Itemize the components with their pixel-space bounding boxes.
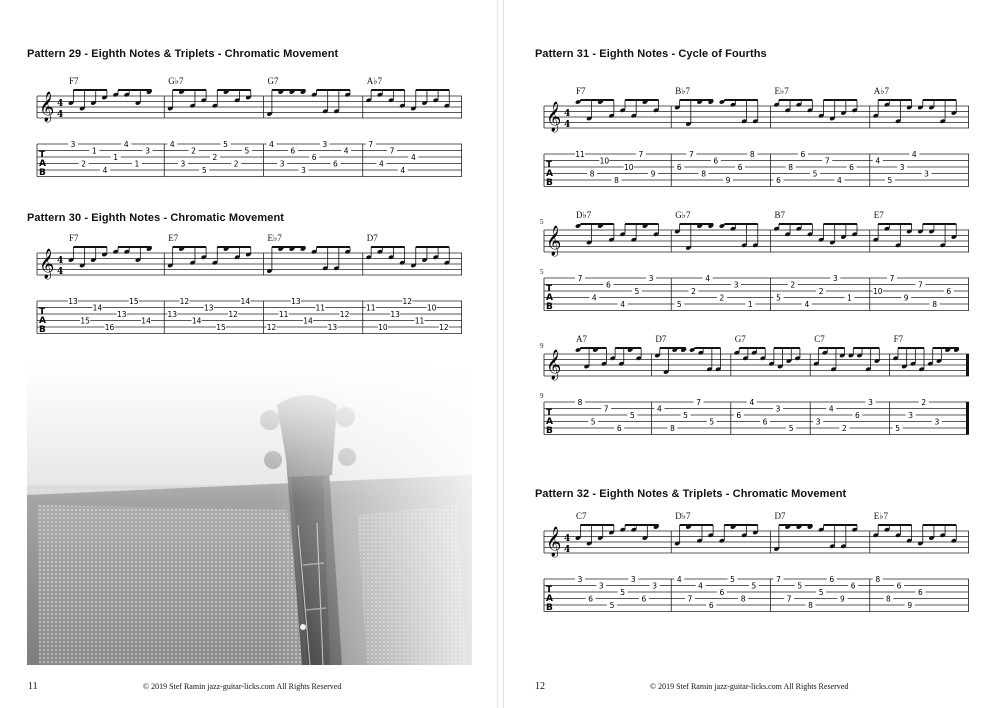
tab-fret-number: 3 xyxy=(648,274,654,283)
tab-fret-number: 2 xyxy=(212,153,218,162)
tab-fret-number: 5 xyxy=(895,424,900,433)
tab-fret-number: 3 xyxy=(180,159,186,169)
chord-symbol: G7 xyxy=(267,76,279,86)
tab-fret-number: 4 xyxy=(591,293,597,303)
chord-symbol: F7 xyxy=(69,76,79,86)
time-signature: 4 xyxy=(564,545,571,555)
tab-fret-number: 5 xyxy=(730,575,735,584)
treble-clef-icon: 𝄞 xyxy=(39,92,55,122)
tab-fret-number: 5 xyxy=(797,581,803,591)
treble-clef-icon: 𝄞 xyxy=(546,102,562,132)
tab-fret-number: 6 xyxy=(333,159,338,169)
tab-fret-number: 12 xyxy=(339,310,350,319)
tab-fret-number: 7 xyxy=(389,146,395,156)
tab-fret-number: 7 xyxy=(917,280,923,290)
tab-fret-number: 5 xyxy=(776,293,781,303)
time-signature: 4 xyxy=(57,99,64,109)
tab-fret-number: 3 xyxy=(733,280,739,290)
tab-fret-number: 9 xyxy=(907,601,913,610)
tab-fret-number: 2 xyxy=(790,280,796,290)
bar-number: 5 xyxy=(540,268,544,276)
notation-system xyxy=(544,513,969,628)
tab-fret-number: 1 xyxy=(113,153,119,162)
tab-fret-number: 4 xyxy=(911,150,917,159)
chord-symbol: G7 xyxy=(734,334,746,344)
tab-fret-number: 4 xyxy=(343,146,349,156)
tab-fret-number: 13 xyxy=(116,310,127,319)
tab-fret-number: 1 xyxy=(91,146,97,156)
chord-symbol: D7 xyxy=(655,334,667,344)
tab-fret-number: 5 xyxy=(676,300,682,309)
tab-fret-number: 8 xyxy=(670,424,675,433)
chord-symbol: C7 xyxy=(814,334,825,344)
tab-fret-number: 4 xyxy=(837,176,842,185)
chord-symbol: D7 xyxy=(774,511,786,521)
tab-fret-number: 11 xyxy=(278,310,289,319)
notation-system xyxy=(544,336,969,451)
tab-fret-number: 15 xyxy=(80,316,90,326)
tab-fret-number: 8 xyxy=(701,169,706,179)
tab-fret-number: 10 xyxy=(599,156,610,166)
tab-fret-number: 2 xyxy=(691,287,696,296)
tab-fret-number: 8 xyxy=(886,594,891,604)
tab-fret-number: 6 xyxy=(829,575,835,584)
chord-symbol: D♭7 xyxy=(675,511,691,521)
tab-fret-number: 16 xyxy=(104,323,115,332)
tab-fret-number: 3 xyxy=(832,274,838,283)
pattern-29-title: Pattern 29 - Eighth Notes & Triplets - Chromatic Movement xyxy=(27,48,339,60)
tab-fret-number: 12 xyxy=(402,297,413,306)
treble-clef-icon: 𝄞 xyxy=(546,527,562,557)
tab-clef-letter: B xyxy=(39,325,46,335)
tab-fret-number: 9 xyxy=(650,169,656,179)
tab-fret-number: 4 xyxy=(705,274,711,283)
tab-fret-number: 13 xyxy=(167,310,178,319)
page-number: 12 xyxy=(535,681,545,692)
tab-clef-letter: B xyxy=(546,302,553,312)
tab-fret-number: 14 xyxy=(141,316,151,326)
tab-fret-number: 1 xyxy=(747,300,753,309)
tab-fret-number: 12 xyxy=(179,297,190,306)
copyright-footer: © 2019 Stef Ramin jazz-guitar-licks.com All Rights Reserved xyxy=(143,682,342,691)
treble-clef-icon: 𝄞 xyxy=(39,249,55,279)
tab-fret-number: 13 xyxy=(68,297,78,306)
tab-fret-number: 8 xyxy=(740,594,746,604)
tab-fret-number: 4 xyxy=(676,575,682,584)
tab-fret-number: 6 xyxy=(676,163,682,172)
tab-fret-number: 6 xyxy=(917,588,923,597)
tab-fret-number: 6 xyxy=(736,411,742,420)
tab-fret-number: 5 xyxy=(634,287,640,296)
tab-fret-number: 5 xyxy=(201,166,207,175)
time-signature: 4 xyxy=(564,120,571,130)
tab-fret-number: 3 xyxy=(924,169,929,179)
tab-fret-number: 6 xyxy=(641,594,647,604)
tab-fret-number: 5 xyxy=(223,140,228,149)
chord-symbol: C7 xyxy=(576,511,587,521)
treble-clef-icon: 𝄞 xyxy=(546,226,562,256)
tab-clef-letter: T xyxy=(39,150,46,160)
book-spine xyxy=(497,0,504,708)
tab-clef-letter: T xyxy=(546,408,553,418)
tab-fret-number: 4 xyxy=(804,300,810,309)
tab-fret-number: 11 xyxy=(365,303,376,313)
pattern-31-title: Pattern 31 - Eighth Notes - Cycle of Fourths xyxy=(535,48,767,60)
tab-fret-number: 8 xyxy=(614,176,619,185)
chord-symbol: E7 xyxy=(168,233,179,243)
notation-system xyxy=(544,88,969,203)
tab-clef-letter: A xyxy=(39,316,46,326)
tab-fret-number: 5 xyxy=(590,417,596,427)
tab-clef-letter: T xyxy=(39,307,46,317)
tab-fret-number: 11 xyxy=(315,303,325,313)
tab-fret-number: 8 xyxy=(589,169,595,179)
tab-fret-number: 7 xyxy=(689,150,694,159)
tab-fret-number: 2 xyxy=(719,293,725,303)
tab-fret-number: 13 xyxy=(327,323,338,332)
tab-fret-number: 7 xyxy=(696,398,702,407)
tab-fret-number: 15 xyxy=(216,323,226,332)
tab-fret-number: 2 xyxy=(81,159,87,169)
tab-fret-number: 7 xyxy=(776,575,781,584)
tab-fret-number: 6 xyxy=(708,601,714,610)
chord-symbol: B♭7 xyxy=(675,86,690,96)
tab-fret-number: 12 xyxy=(439,323,449,332)
chord-symbol: F7 xyxy=(69,233,79,243)
pattern-30-title: Pattern 30 - Eighth Notes - Chromatic Movement xyxy=(27,212,285,224)
tab-fret-number: 7 xyxy=(577,274,583,283)
tab-fret-number: 9 xyxy=(903,293,909,303)
tab-clef-letter: A xyxy=(546,293,553,303)
tab-fret-number: 11 xyxy=(414,316,425,326)
tab-fret-number: 4 xyxy=(698,581,703,591)
tab-fret-number: 13 xyxy=(291,297,301,306)
tab-fret-number: 4 xyxy=(657,404,662,414)
tab-clef-letter: T xyxy=(546,160,553,170)
tab-fret-number: 5 xyxy=(812,169,818,179)
tab-fret-number: 7 xyxy=(368,140,374,149)
chord-symbol: F7 xyxy=(893,334,904,344)
tab-fret-number: 5 xyxy=(887,176,893,185)
tab-fret-number: 14 xyxy=(191,316,202,326)
tab-fret-number: 6 xyxy=(855,411,860,420)
tab-fret-number: 6 xyxy=(896,581,902,591)
tab-fret-number: 14 xyxy=(92,303,103,313)
tab-fret-number: 3 xyxy=(652,581,657,591)
tab-fret-number: 3 xyxy=(868,398,873,407)
tab-fret-number: 5 xyxy=(620,588,626,597)
chord-symbol: D♭7 xyxy=(576,210,592,220)
tab-fret-number: 8 xyxy=(808,601,813,610)
time-signature: 4 xyxy=(57,256,64,266)
tab-fret-number: 4 xyxy=(102,166,108,175)
tab-fret-number: 4 xyxy=(123,140,129,149)
time-signature: 4 xyxy=(564,109,571,119)
tab-fret-number: 6 xyxy=(588,594,594,604)
tab-fret-number: 12 xyxy=(228,310,238,319)
tab-fret-number: 6 xyxy=(616,424,622,433)
tab-fret-number: 5 xyxy=(244,146,250,156)
tab-fret-number: 7 xyxy=(687,594,693,604)
chord-symbol: A♭7 xyxy=(873,86,889,96)
tab-fret-number: 6 xyxy=(311,153,317,162)
tab-fret-number: 7 xyxy=(824,156,830,166)
tab-fret-number: 4 xyxy=(169,140,175,149)
tab-fret-number: 6 xyxy=(290,146,296,156)
tab-fret-number: 5 xyxy=(818,588,824,597)
tab-fret-number: 6 xyxy=(719,588,725,597)
chord-symbol: E♭7 xyxy=(774,86,789,96)
tab-clef-letter: B xyxy=(546,603,553,613)
chord-symbol: D7 xyxy=(366,233,378,243)
bar-number: 9 xyxy=(540,392,544,400)
tab-fret-number: 8 xyxy=(788,163,794,172)
chord-symbol: F7 xyxy=(576,86,586,96)
tab-fret-number: 7 xyxy=(786,594,792,604)
tab-fret-number: 3 xyxy=(630,575,636,584)
tab-fret-number: 8 xyxy=(875,575,881,584)
copyright-footer: © 2019 Stef Ramin jazz-guitar-licks.com All Rights Reserved xyxy=(650,682,849,691)
left-page xyxy=(0,0,497,708)
tab-fret-number: 5 xyxy=(683,411,688,420)
tab-clef-letter: T xyxy=(546,284,553,294)
tab-fret-number: 2 xyxy=(841,424,847,433)
tab-fret-number: 3 xyxy=(598,581,604,591)
tab-fret-number: 11 xyxy=(575,150,585,159)
tab-fret-number: 5 xyxy=(609,601,615,610)
notation-system xyxy=(37,78,462,193)
tab-fret-number: 7 xyxy=(638,150,644,159)
tab-fret-number: 5 xyxy=(788,424,794,433)
chord-symbol: E♭7 xyxy=(873,511,888,521)
tab-fret-number: 8 xyxy=(749,150,755,159)
tab-fret-number: 4 xyxy=(620,300,626,309)
tab-fret-number: 3 xyxy=(279,159,285,169)
chord-symbol: G♭7 xyxy=(675,210,691,220)
time-signature: 4 xyxy=(564,534,571,544)
tab-fret-number: 2 xyxy=(233,159,239,169)
time-signature: 4 xyxy=(57,110,64,120)
tab-fret-number: 3 xyxy=(908,411,914,420)
tab-clef-letter: B xyxy=(39,168,46,178)
tab-fret-number: 13 xyxy=(390,310,400,319)
bar-number: 9 xyxy=(540,342,544,350)
tab-fret-number: 2 xyxy=(191,146,196,156)
tab-fret-number: 4 xyxy=(828,404,834,414)
tab-fret-number: 4 xyxy=(410,153,416,162)
tab-fret-number: 6 xyxy=(713,156,719,166)
tab-fret-number: 9 xyxy=(840,594,845,604)
tab-fret-number: 5 xyxy=(751,581,757,591)
tab-fret-number: 3 xyxy=(577,575,583,584)
tab-fret-number: 3 xyxy=(934,417,940,427)
chord-symbol: G♭7 xyxy=(168,76,184,86)
tab-fret-number: 6 xyxy=(946,287,952,296)
tab-fret-number: 1 xyxy=(847,293,852,303)
tab-fret-number: 6 xyxy=(800,150,806,159)
tab-fret-number: 3 xyxy=(815,417,821,427)
tab-fret-number: 4 xyxy=(400,166,406,175)
tab-fret-number: 3 xyxy=(70,140,76,149)
tab-clef-letter: T xyxy=(546,585,553,595)
time-signature: 4 xyxy=(57,267,64,277)
tab-clef-letter: B xyxy=(546,426,553,436)
tab-fret-number: 3 xyxy=(899,163,905,172)
chord-symbol: E7 xyxy=(873,210,884,220)
tab-fret-number: 8 xyxy=(577,398,583,407)
tab-fret-number: 4 xyxy=(875,156,881,166)
tab-clef-letter: A xyxy=(546,169,553,179)
tab-fret-number: 10 xyxy=(872,287,883,296)
right-page xyxy=(504,0,1001,708)
tab-fret-number: 14 xyxy=(303,316,313,326)
tab-fret-number: 6 xyxy=(762,417,768,427)
tab-fret-number: 6 xyxy=(849,163,854,172)
tab-fret-number: 4 xyxy=(269,140,274,149)
tab-fret-number: 7 xyxy=(603,404,609,414)
tab-fret-number: 10 xyxy=(623,163,634,172)
chord-symbol: A7 xyxy=(576,334,587,344)
bar-number: 5 xyxy=(540,218,544,226)
tab-fret-number: 13 xyxy=(204,303,214,313)
tab-fret-number: 6 xyxy=(606,280,611,290)
tab-fret-number: 6 xyxy=(850,581,856,591)
tab-fret-number: 4 xyxy=(749,398,755,407)
tab-fret-number: 9 xyxy=(725,176,731,185)
tab-fret-number: 3 xyxy=(775,404,781,414)
tab-fret-number: 5 xyxy=(709,417,715,427)
tab-clef-letter: B xyxy=(546,178,553,188)
pattern-32-title: Pattern 32 - Eighth Notes & Triplets - Chromatic Movement xyxy=(535,488,847,500)
tab-fret-number: 12 xyxy=(266,323,277,332)
tab-fret-number: 6 xyxy=(737,163,743,172)
notation-system xyxy=(544,212,969,327)
tab-fret-number: 5 xyxy=(629,411,635,420)
tab-fret-number: 8 xyxy=(932,300,937,309)
chord-symbol: E♭7 xyxy=(267,233,282,243)
tab-fret-number: 1 xyxy=(134,159,140,169)
tab-fret-number: 14 xyxy=(240,297,251,306)
tab-fret-number: 4 xyxy=(379,159,384,169)
guitar-amp-photo xyxy=(27,365,472,665)
tab-fret-number: 6 xyxy=(776,176,781,185)
chord-symbol: B7 xyxy=(774,210,786,220)
tab-fret-number: 2 xyxy=(921,398,927,407)
tab-fret-number: 3 xyxy=(322,140,328,149)
tab-fret-number: 3 xyxy=(145,146,150,156)
chord-symbol: A♭7 xyxy=(366,76,382,86)
tab-clef-letter: A xyxy=(546,594,553,604)
tab-fret-number: 10 xyxy=(378,323,388,332)
page-number: 11 xyxy=(28,681,38,692)
tab-clef-letter: A xyxy=(546,417,553,427)
tab-clef-letter: A xyxy=(39,159,46,169)
notation-system xyxy=(37,235,462,350)
tab-fret-number: 15 xyxy=(129,297,139,306)
tab-fret-number: 7 xyxy=(889,274,895,283)
tab-fret-number: 10 xyxy=(426,303,437,313)
tab-fret-number: 2 xyxy=(818,287,824,296)
tab-fret-number: 3 xyxy=(301,166,306,175)
treble-clef-icon: 𝄞 xyxy=(546,350,562,380)
